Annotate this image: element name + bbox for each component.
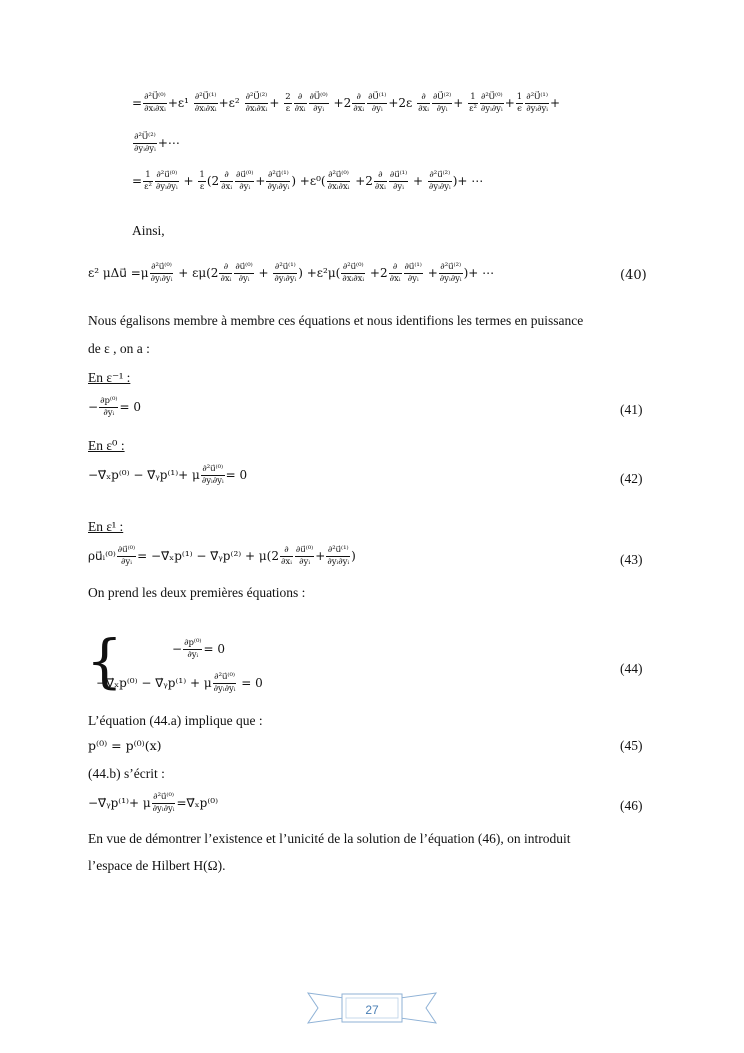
equation-number-41: (41) xyxy=(620,402,643,417)
heading-epsilon-1: En ε¹ : xyxy=(88,519,124,534)
system-brace: { xyxy=(86,627,123,695)
equation-44-line-1: − $\frac{\text{∂p⁽⁰⁾}}{\text{∂yᵢ}}$ = 0 xyxy=(172,638,225,660)
equation-45: p⁽⁰⁾ = p⁽⁰⁾(x) xyxy=(88,738,162,753)
equation-number-40: (40) xyxy=(620,268,647,283)
equation-43: ρu⃗ᵢ⁽⁰⁾ $\frac{\text{∂u⃗⁽⁰⁾}}{\text{∂yᵢ}}$ = −∇⃗ₓp⁽¹⁾ − ∇⃗ᵧp⁽²⁾ + μ(2 $\frac{\partial}{\text{∂xᵢ}}$ $\frac{\text{∂u⃗⁽⁰⁾}}{\text{∂yᵢ}}$ + $\frac{\text{∂²u⃗⁽¹⁾}}{\text{∂yᵢ∂yᵢ}}$ ) xyxy=(88,545,356,567)
paragraph-1-line-1: Nous égalisons membre à membre ces équations et nous identifions les termes en puissance xyxy=(88,313,584,328)
equation-laplacian-line-2: $\frac{\text{∂²U⃗⁽²⁾}}{\text{∂yᵢ∂yᵢ}}$ +⋯ xyxy=(134,132,180,154)
equation-number-42: (42) xyxy=(620,471,643,486)
equation-46: −∇⃗ᵧp⁽¹⁾+ μ $\frac{\text{∂²u⃗⁽⁰⁾}}{\text{∂yᵢ∂yᵢ}}$ =∇⃗ₓp⁽⁰⁾ xyxy=(88,792,219,814)
equation-number-46: (46) xyxy=(620,798,643,813)
equation-number-43: (43) xyxy=(620,552,643,567)
ainsi-text: Ainsi, xyxy=(132,223,165,238)
paragraph-1-line-2: de ε , on a : xyxy=(88,341,150,356)
equation-laplacian-line-3: = $\frac{1}{\text{ε²}}$ $\frac{\text{∂²u⃗⁽⁰⁾}}{\text{∂yᵢ∂yᵢ}}$ + $\frac{1}{\varepsilon}$ (2 $\frac{\partial}{\text{∂xᵢ}}$ $\frac{\text{∂u⃗⁽⁰⁾}}{\text{∂yᵢ}}$ + $\frac{\text{∂²u⃗⁽¹⁾}}{\text{∂yᵢ∂yᵢ}}$ ) +ε⁰( $\frac{\text{∂²u⃗⁽⁰⁾}}{\text{∂xᵢ∂xᵢ}}$ +2 $\frac{\partial}{\text{∂xᵢ}}$ $\frac{\text{∂u⃗⁽¹⁾}}{\text{∂yᵢ}}$ + $\frac{\text{∂²u⃗⁽²⁾}}{\text{∂yᵢ∂yᵢ}}$ )+ ⋯ xyxy=(132,170,484,192)
paragraph-3: L’équation (44.a) implique que : xyxy=(88,713,263,728)
paragraph-5-line-2: l’espace de Hilbert H(Ω). xyxy=(88,858,226,873)
equation-44-line-2: −∇⃗ₓp⁽⁰⁾ − ∇⃗ᵧp⁽¹⁾ + μ $\frac{\text{∂²u⃗⁽⁰⁾}}{\text{∂yᵢ∂yᵢ}}$ = 0 xyxy=(96,672,263,694)
equation-laplacian-line-1: = $\frac{\text{∂²U⃗⁽⁰⁾}}{\text{∂xᵢ∂xᵢ}}$ +ε¹ $\frac{\text{∂²U⃗⁽¹⁾}}{\text{∂xᵢ∂xᵢ}}$ +ε² $\frac{\text{∂²U⃗⁽²⁾}}{\text{∂xᵢ∂xᵢ}}$ + $\frac{2}{\varepsilon}$ $\frac{\partial}{\text{∂xᵢ}}$ $\frac{\text{∂U⃗⁽⁰⁾}}{\text{∂yᵢ}}$ +2 $\frac{\partial}{\text{∂xᵢ}}$ $\frac{\text{∂U⃗⁽¹⁾}}{\text{∂yᵢ}}$ +2ε $\frac{\partial}{\text{∂xᵢ}}$ $\frac{\text{∂U⃗⁽²⁾}}{\text{∂yᵢ}}$ + $\frac{1}{\text{ε²}}$ $\frac{\text{∂²U⃗⁽⁰⁾}}{\text{∂yᵢ∂yᵢ}}$ + $\frac{1}{\epsilon}$ $\frac{\text{∂²U⃗⁽¹⁾}}{\text{∂yᵢ∂yᵢ}}$ + xyxy=(132,92,561,114)
paragraph-2: On prend les deux premières équations : xyxy=(88,585,306,600)
equation-41: − $\frac{\text{∂p⁽⁰⁾}}{\text{∂yᵢ}}$ = 0 xyxy=(88,396,141,418)
page-number: 27 xyxy=(365,1003,379,1017)
equation-40: ε² μΔu⃗ =μ $\frac{\text{∂²u⃗⁽⁰⁾}}{\text{∂yᵢ∂yᵢ}}$ + εμ(2 $\frac{\partial}{\text{∂xᵢ}}$ $\frac{\text{∂u⃗⁽⁰⁾}}{\text{∂yᵢ}}$ + $\frac{\text{∂²u⃗⁽¹⁾}}{\text{∂yᵢ∂yᵢ}}$ ) +ε²μ( $\frac{\text{∂²u⃗⁽⁰⁾}}{\text{∂xᵢ∂xᵢ}}$ +2 $\frac{\partial}{\text{∂xᵢ}}$ $\frac{\text{∂u⃗⁽¹⁾}}{\text{∂yᵢ}}$ + $\frac{\text{∂²u⃗⁽²⁾}}{\text{∂yᵢ∂yᵢ}}$ )+ ⋯ xyxy=(88,262,495,284)
paragraph-5-line-1: En vue de démontrer l’existence et l’unicité de la solution de l’équation (46), on introduit xyxy=(88,831,571,846)
equation-number-45: (45) xyxy=(620,738,643,753)
equation-number-44: (44) xyxy=(620,661,643,676)
paragraph-4: (44.b) s’écrit : xyxy=(88,766,165,781)
heading-epsilon-0: En ε⁰ : xyxy=(88,438,125,453)
equation-42: −∇⃗ₓp⁽⁰⁾ − ∇⃗ᵧp⁽¹⁾+ μ $\frac{\text{∂²u⃗⁽⁰⁾}}{\text{∂yᵢ∂yᵢ}}$ = 0 xyxy=(88,464,248,486)
heading-epsilon-minus-1: En ε⁻¹ : xyxy=(88,370,131,385)
